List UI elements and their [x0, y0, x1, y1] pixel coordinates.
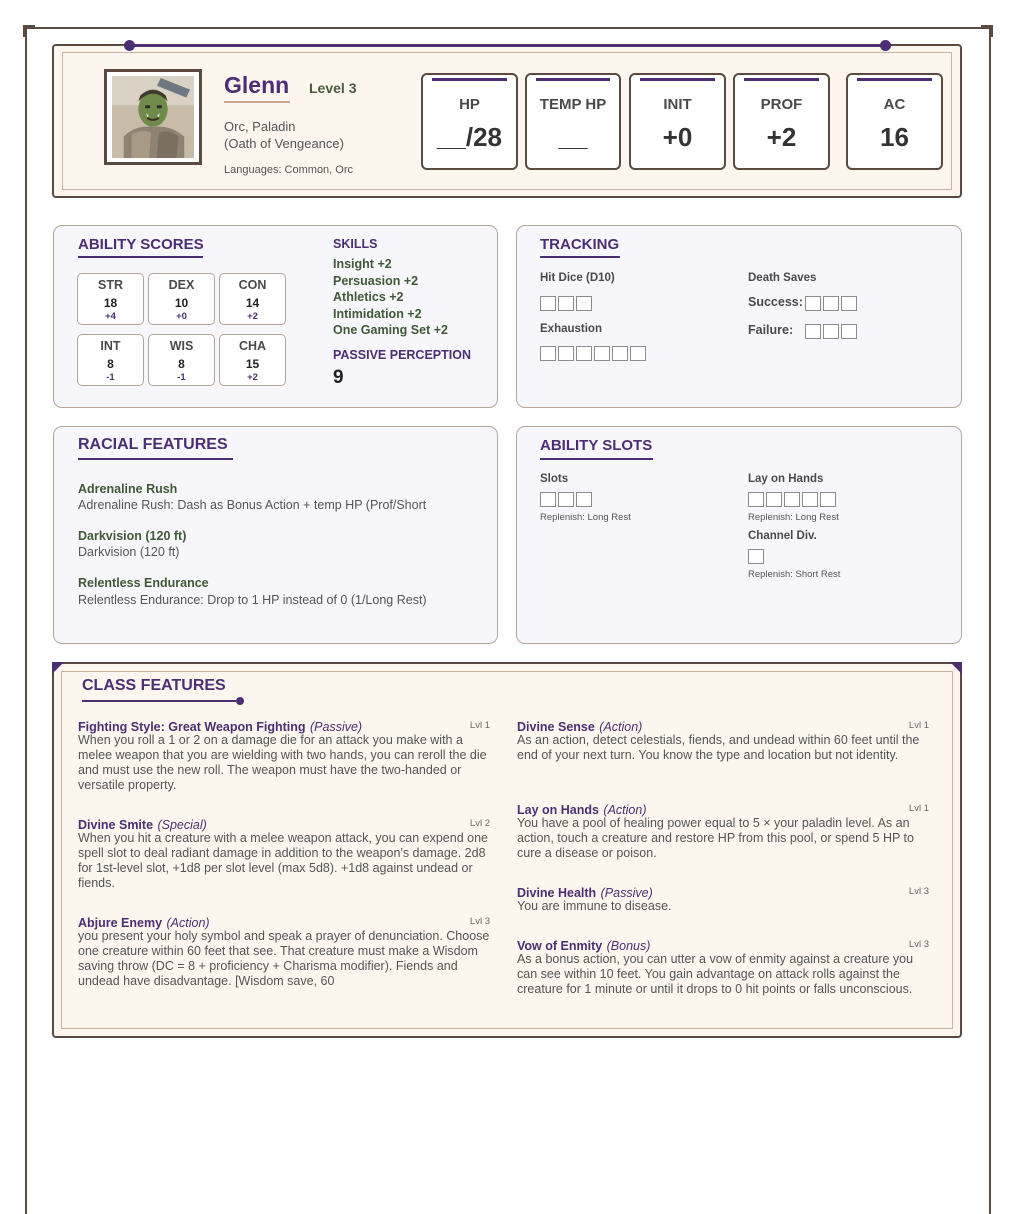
proficiency-value: +2	[766, 122, 797, 152]
slots-label: Slots	[540, 473, 569, 485]
checkbox[interactable]	[766, 492, 782, 507]
languages: Languages: Common, Orc	[224, 164, 354, 176]
subclass: (Oath of Vengeance)	[224, 136, 344, 151]
class-feature	[517, 884, 929, 914]
ability-slots-title: ABILITY SLOTS	[540, 437, 653, 454]
racial-feature-desc: Relentless Endurance: Drop to 1 HP instead of 0 (1/Long Rest)	[78, 593, 427, 607]
feature-type: (Action)	[603, 803, 647, 817]
character-level: Level 3	[309, 80, 357, 96]
racial-features-title: RACIAL FEATURES	[78, 436, 228, 453]
passive-perception-value: 9	[333, 367, 344, 388]
armor-class-label: AC	[883, 96, 906, 113]
title-underline	[82, 700, 236, 702]
temp-hp-label: TEMP HP	[539, 96, 607, 113]
checkbox[interactable]	[612, 346, 628, 361]
checkbox[interactable]	[594, 346, 610, 361]
title-dot	[236, 697, 244, 705]
skill-item: Persuasion +2	[333, 274, 419, 288]
checkbox[interactable]	[540, 296, 556, 311]
slots-checkboxes[interactable]	[540, 492, 592, 507]
feature-name: Divine Sense	[517, 720, 595, 734]
checkbox[interactable]	[558, 492, 574, 507]
hit-dice-checkboxes[interactable]	[540, 296, 592, 311]
exhaustion-label: Exhaustion	[540, 323, 602, 335]
racial-feature-desc: Adrenaline Rush: Dash as Bonus Action + temp HP (Prof/Short	[78, 498, 427, 512]
rail-dot	[124, 40, 135, 51]
checkbox[interactable]	[784, 492, 800, 507]
feature-name: Fighting Style: Great Weapon Fighting	[78, 720, 306, 734]
feature-type: (Bonus)	[606, 939, 651, 953]
feature-type: (Special)	[157, 818, 207, 832]
class-feature	[517, 937, 929, 997]
checkbox[interactable]	[841, 296, 857, 311]
ability-dex: DEX 10 +0	[148, 273, 215, 325]
proficiency-box	[733, 73, 830, 170]
character-name: Glenn	[224, 72, 290, 98]
passive-perception-label: PASSIVE PERCEPTION	[333, 348, 471, 362]
checkbox[interactable]	[805, 296, 821, 311]
death-saves-label: Death Saves	[748, 272, 817, 284]
name-underline	[224, 101, 290, 103]
feature-desc: As an action, detect celestials, fiends, and undead within 60 feet until the end of your next turn. You know the type and location but not identity.	[517, 733, 920, 762]
failure-label: Failure:	[748, 323, 794, 337]
ability-wis: WIS 8 -1	[148, 334, 215, 386]
racial-feature-name: Relentless Endurance	[78, 576, 209, 590]
proficiency-label: PROF	[760, 96, 803, 113]
checkbox[interactable]	[540, 492, 556, 507]
feature-desc: You have a pool of healing power equal to 5 × your paladin level. As an action, touch a creature and restore HP from this pool, or spend 5 HP to cure a disease or poison.	[517, 816, 914, 860]
frame-corner	[23, 25, 35, 37]
ability-scores-title: ABILITY SCORES	[78, 236, 204, 253]
feature-level: Lvl 1	[908, 720, 929, 731]
checkbox[interactable]	[823, 296, 839, 311]
hp-box[interactable]	[421, 73, 518, 170]
tracking-title: TRACKING	[540, 236, 620, 253]
feature-level: Lvl 3	[908, 886, 929, 897]
checkbox[interactable]	[558, 346, 574, 361]
skill-item: Intimidation +2	[333, 307, 422, 321]
feature-desc: As a bonus action, you can utter a vow of enmity against a creature you can see within 10 feet. You gain advantage on attack rolls against the creature for 1 minute or until it drops to 0 hit points or falls unconscious.	[517, 952, 914, 996]
checkbox[interactable]	[630, 346, 646, 361]
ability-str: STR 18 +4	[77, 273, 144, 325]
feature-level: Lvl 3	[469, 916, 490, 927]
class-feature	[78, 914, 490, 989]
feature-name: Divine Smite	[78, 818, 154, 832]
orc-paladin-portrait-icon	[111, 76, 195, 158]
skills-title: SKILLS	[333, 237, 378, 251]
skill-item: Insight +2	[333, 257, 392, 271]
checkbox[interactable]	[748, 492, 764, 507]
lay-on-hands-checkboxes[interactable]	[748, 492, 836, 507]
feature-level: Lvl 1	[469, 720, 490, 731]
character-portrait	[104, 69, 202, 165]
checkbox[interactable]	[841, 324, 857, 339]
checkbox[interactable]	[576, 492, 592, 507]
hp-label: HP	[459, 96, 480, 113]
feature-level: Lvl 3	[908, 939, 929, 950]
feature-type: (Passive)	[600, 886, 653, 900]
feature-name: Lay on Hands	[517, 803, 599, 817]
class-feature	[517, 718, 929, 763]
checkbox[interactable]	[823, 324, 839, 339]
checkbox[interactable]	[748, 549, 764, 564]
armor-class-box	[846, 73, 943, 170]
feature-type: (Passive)	[310, 720, 363, 734]
checkbox[interactable]	[805, 324, 821, 339]
feature-level: Lvl 1	[908, 803, 929, 814]
checkbox[interactable]	[540, 346, 556, 361]
feature-desc: When you roll a 1 or 2 on a damage die for an attack you make with a melee weapon that you are wielding with two hands, you can reroll the die and must use the new roll. The weapon must have the two-handed or versatile property.	[78, 733, 487, 792]
feature-desc: When you hit a creature with a melee weapon attack, you can expend one spell slot to deal radiant damage in addition to the weapon's damage. 2d8 for 1st-level slot, +1d8 per slot level (max 5d8). +1d8 against undead or fiends.	[78, 831, 488, 890]
corner-ornament	[52, 662, 64, 674]
feature-desc: You are immune to disease.	[517, 899, 672, 913]
feature-desc: you present your holy symbol and speak a prayer of denunciation. Choose one creature within 60 feet that see. That creature must make a Wisdom saving throw (DC = 8 + proficiency + Charisma modifier). Fiends and undead have disadvantage. [Wisdom save, 60	[78, 929, 490, 988]
class-feature	[78, 718, 490, 793]
class-features-title: CLASS FEATURES	[82, 677, 226, 694]
exhaustion-checkboxes[interactable]	[540, 346, 646, 361]
ability-int: INT 8 -1	[77, 334, 144, 386]
lay-on-hands-replenish: Replenish: Long Rest	[748, 512, 839, 523]
channel-divinity-replenish: Replenish: Short Rest	[748, 569, 841, 580]
racial-feature-desc: Darkvision (120 ft)	[78, 545, 180, 559]
frame-corner	[981, 25, 993, 37]
hp-value: __/28	[436, 122, 503, 152]
failure-checkboxes[interactable]	[805, 324, 857, 339]
hit-dice-label: Hit Dice (D10)	[540, 272, 615, 284]
corner-ornament	[950, 662, 962, 674]
racial-feature-name: Adrenaline Rush	[78, 482, 178, 496]
checkbox[interactable]	[576, 346, 592, 361]
racial-feature-name: Darkvision (120 ft)	[78, 529, 187, 543]
initiative-box	[629, 73, 726, 170]
feature-name: Abjure Enemy	[78, 916, 163, 930]
channel-divinity-checkboxes[interactable]	[748, 549, 764, 564]
header-rail	[128, 44, 888, 47]
class-feature	[78, 816, 490, 891]
feature-name: Vow of Enmity	[517, 939, 603, 953]
ability-cha: CHA 15 +2	[219, 334, 286, 386]
race-class: Orc, Paladin	[224, 119, 296, 134]
success-checkboxes[interactable]	[805, 296, 857, 311]
temp-hp-value: __	[558, 122, 588, 152]
temp-hp-box[interactable]	[525, 73, 621, 170]
checkbox[interactable]	[802, 492, 818, 507]
checkbox[interactable]	[558, 296, 574, 311]
skill-item: One Gaming Set +2	[333, 323, 448, 337]
armor-class-value: 16	[880, 122, 909, 152]
success-label: Success:	[748, 295, 803, 309]
initiative-label: INIT	[663, 96, 692, 113]
skill-item: Athletics +2	[333, 290, 404, 304]
checkbox[interactable]	[576, 296, 592, 311]
ability-con: CON 14 +2	[219, 273, 286, 325]
feature-name: Divine Health	[517, 886, 597, 900]
lay-on-hands-label: Lay on Hands	[748, 473, 824, 485]
channel-divinity-label: Channel Div.	[748, 530, 817, 542]
feature-type: (Action)	[599, 720, 643, 734]
initiative-value: +0	[662, 122, 693, 152]
checkbox[interactable]	[820, 492, 836, 507]
feature-level: Lvl 2	[469, 818, 490, 829]
rail-dot	[880, 40, 891, 51]
feature-type: (Action)	[166, 916, 210, 930]
slots-replenish: Replenish: Long Rest	[540, 512, 631, 523]
class-feature	[517, 801, 929, 861]
